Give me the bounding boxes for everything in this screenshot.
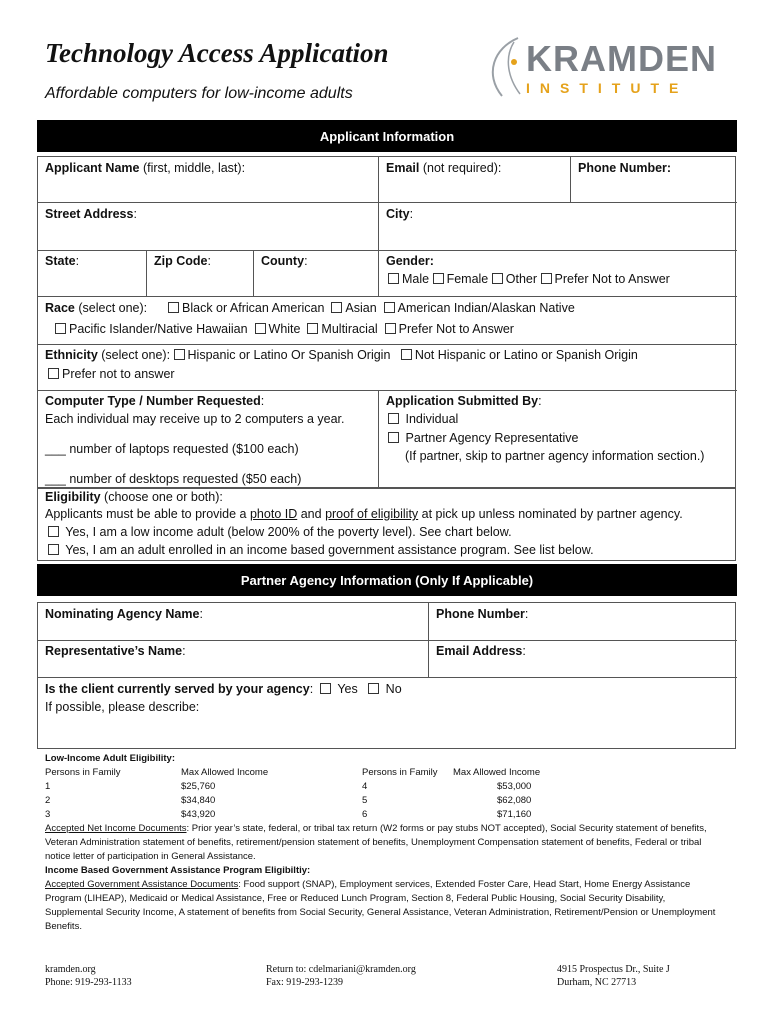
checkbox-icon bbox=[307, 323, 318, 334]
income-col-max-right: Max Allowed Income bbox=[453, 767, 541, 778]
client-served-label: Is the client currently served by your agency bbox=[45, 682, 310, 696]
zip-label: Zip Code bbox=[154, 254, 208, 268]
applicant-name-label: Applicant Name bbox=[45, 161, 140, 175]
state-label: State bbox=[45, 254, 76, 268]
served-option-yes[interactable]: Yes bbox=[320, 682, 358, 696]
checkbox-icon bbox=[401, 349, 412, 360]
income-persons-3: 3 bbox=[45, 809, 51, 820]
checkbox-icon bbox=[320, 683, 331, 694]
income-max-4: $53,000 bbox=[497, 781, 532, 792]
representative-name-label: Representative’s Name bbox=[45, 644, 183, 658]
ethnicity-option-hispanic[interactable]: Hispanic or Latino Or Spanish Origin bbox=[174, 348, 391, 362]
income-persons-5: 5 bbox=[362, 795, 368, 806]
logo-tagline: INSTITUTE bbox=[526, 80, 689, 96]
eligibility-option-assistance[interactable]: Yes, I am an adult enrolled in an income based government assistance program. See list below. bbox=[48, 543, 594, 557]
eligibility-heading bbox=[45, 490, 223, 504]
checkbox-icon bbox=[48, 368, 59, 379]
divider bbox=[37, 250, 737, 251]
divider bbox=[570, 156, 571, 202]
street-address-label: Street Address bbox=[45, 207, 134, 221]
agency-email-field[interactable]: Email Address: bbox=[436, 644, 526, 658]
footer-return bbox=[266, 963, 416, 989]
race-hint: (select one): bbox=[74, 301, 148, 315]
checkbox-icon bbox=[541, 273, 552, 284]
footer-return-email: Return to: cdelmariani@kramden.org bbox=[266, 964, 416, 975]
footer-contact bbox=[45, 963, 132, 989]
county-label: County bbox=[261, 254, 305, 268]
applicant-section-bar: Applicant Information bbox=[37, 120, 737, 152]
logo-wordmark: KRAMDEN bbox=[526, 38, 717, 79]
footer-website: kramden.org bbox=[45, 964, 96, 975]
eligibility-hint: (choose one or both): bbox=[100, 490, 223, 504]
race-option-multiracial[interactable]: Multiracial bbox=[307, 322, 377, 336]
agency-phone-field[interactable]: Phone Number: bbox=[436, 607, 529, 621]
submitted-by-label: Application Submitted By bbox=[386, 394, 539, 408]
race-option-white[interactable]: White bbox=[255, 322, 301, 336]
desktops-requested-field[interactable]: ___ number of desktops requested ($50 each) bbox=[45, 472, 302, 486]
income-col-persons-right: Persons in Family bbox=[362, 767, 438, 778]
client-served-row: Is the client currently served by your agency: Yes No bbox=[45, 682, 402, 696]
gender-option-other[interactable]: Other bbox=[492, 272, 537, 286]
income-col-persons-left: Persons in Family bbox=[45, 767, 121, 778]
street-address-field[interactable]: Street Address: bbox=[45, 207, 137, 221]
income-heading: Low-Income Adult Eligibility: bbox=[45, 753, 176, 764]
ethnicity-option-prefer-not[interactable]: Prefer not to answer bbox=[48, 367, 175, 381]
agency-email-label: Email Address bbox=[436, 644, 523, 658]
gender-option-female[interactable]: Female bbox=[433, 272, 489, 286]
checkbox-icon bbox=[388, 413, 399, 424]
gov-assistance-heading: Income Based Government Assistance Program Eligibiltiy: bbox=[45, 865, 311, 876]
income-persons-1: 1 bbox=[45, 781, 51, 792]
state-field[interactable]: State: bbox=[45, 254, 80, 268]
income-max-1: $25,760 bbox=[181, 781, 216, 792]
checkbox-icon bbox=[388, 432, 399, 443]
ethnicity-option-not-hispanic[interactable]: Not Hispanic or Latino or Spanish Origin bbox=[401, 348, 638, 362]
submitted-by-label-row: Application Submitted By: bbox=[386, 394, 542, 408]
agency-name-label: Nominating Agency Name bbox=[45, 607, 200, 621]
gender-option-prefer-not[interactable]: Prefer Not to Answer bbox=[541, 272, 670, 286]
gender-option-male[interactable]: Male bbox=[388, 272, 429, 286]
computer-type-label-row: Computer Type / Number Requested: bbox=[45, 394, 265, 408]
computer-type-label: Computer Type / Number Requested bbox=[45, 394, 261, 408]
race-options-row-2 bbox=[55, 322, 514, 336]
income-max-3: $43,920 bbox=[181, 809, 216, 820]
divider bbox=[428, 602, 429, 677]
footer-address bbox=[557, 963, 670, 989]
city-field[interactable]: City: bbox=[386, 207, 414, 221]
checkbox-icon bbox=[331, 302, 342, 313]
income-persons-6: 6 bbox=[362, 809, 368, 820]
footer-phone: Phone: 919-293-1133 bbox=[45, 977, 132, 988]
email-field[interactable] bbox=[386, 161, 501, 175]
race-option-prefer-not[interactable]: Prefer Not to Answer bbox=[385, 322, 514, 336]
email-label: Email bbox=[386, 161, 420, 175]
income-max-2: $34,840 bbox=[181, 795, 216, 806]
checkbox-icon bbox=[255, 323, 266, 334]
computer-limit-text: Each individual may receive up to 2 computers a year. bbox=[45, 412, 345, 426]
divider bbox=[253, 250, 254, 296]
representative-name-field[interactable]: Representative’s Name: bbox=[45, 644, 186, 658]
gender-options bbox=[388, 272, 670, 286]
photo-id-text: photo ID bbox=[249, 507, 298, 521]
county-field[interactable]: County: bbox=[261, 254, 308, 268]
income-max-6: $71,160 bbox=[497, 809, 532, 820]
checkbox-icon bbox=[174, 349, 185, 360]
checkbox-icon bbox=[433, 273, 444, 284]
eligibility-requirement: Applicants must be able to provide a photo ID and proof of eligibility at pick up unless nominated by partner agency. bbox=[45, 507, 683, 521]
checkbox-icon bbox=[385, 323, 396, 334]
race-field bbox=[45, 301, 575, 315]
agency-name-field[interactable]: Nominating Agency Name: bbox=[45, 607, 203, 621]
checkbox-icon bbox=[388, 273, 399, 284]
submitted-note: (If partner, skip to partner agency information section.) bbox=[405, 449, 705, 463]
phone-field[interactable]: Phone Number: bbox=[578, 161, 672, 175]
divider bbox=[37, 640, 737, 641]
income-persons-2: 2 bbox=[45, 795, 51, 806]
race-option-pacific-islander[interactable]: Pacific Islander/Native Hawaiian bbox=[55, 322, 248, 336]
page-subtitle: Affordable computers for low-income adults bbox=[45, 85, 353, 102]
checkbox-icon bbox=[48, 526, 59, 537]
footer-fax: Fax: 919-293-1239 bbox=[266, 977, 343, 988]
logo-swoosh-icon bbox=[474, 34, 534, 102]
describe-field[interactable]: If possible, please describe: bbox=[45, 700, 200, 714]
income-persons-4: 4 bbox=[362, 781, 368, 792]
accepted-income-documents-label: Accepted Net Income Documents bbox=[45, 823, 187, 834]
submitted-option-individual[interactable]: Individual bbox=[388, 412, 458, 426]
divider bbox=[146, 250, 147, 296]
page-title: Technology Access Application bbox=[45, 38, 389, 68]
footer-address-line-2: Durham, NC 27713 bbox=[557, 977, 637, 988]
checkbox-icon bbox=[368, 683, 379, 694]
divider bbox=[37, 202, 737, 203]
checkbox-icon bbox=[168, 302, 179, 313]
checkbox-icon bbox=[55, 323, 66, 334]
checkbox-icon bbox=[384, 302, 395, 313]
checkbox-icon bbox=[48, 544, 59, 555]
partner-box bbox=[37, 602, 736, 749]
ethnicity-label: Ethnicity bbox=[45, 348, 98, 362]
kramden-logo bbox=[474, 34, 724, 102]
ethnicity-hint: (select one): bbox=[97, 348, 174, 362]
accepted-gov-documents: Accepted Government Assistance Documents: Food support (SNAP), Employment services, Extended Foster Care, Head Start, Home Energy Assistance Program (LIHEAP), Medicaid or Medical Assistance, Free or Reduced Lunch Program, Section 8, Federal Public Housing, Social Security Disability, Supplemental Security Income, A statement of benefits from Social Security, General Assistance, Veteran Administration, Retirement/Pension or Unemployment Benefits. bbox=[45, 879, 716, 932]
city-label: City bbox=[386, 207, 410, 221]
footer-address-line-1: 4915 Prospectus Dr., Suite J bbox=[557, 964, 670, 975]
race-option-asian[interactable]: Asian bbox=[331, 301, 376, 315]
accepted-gov-documents-label: Accepted Government Assistance Documents bbox=[45, 879, 239, 890]
race-option-american-indian[interactable]: American Indian/Alaskan Native bbox=[384, 301, 575, 315]
income-max-5: $62,080 bbox=[497, 795, 532, 806]
accepted-income-documents: Accepted Net Income Documents: Prior year’s state, federal, or tribal tax return (W2 forms or pay stubs NOT accepted), Social Security statement of benefits, Veteran Administration statement of benefits, retirement/pension statement of benefits, Unemployment Compensation statement of benefits, Federal or tribal notice letter of participation in General Assistance. bbox=[45, 823, 707, 862]
divider bbox=[378, 390, 379, 488]
ethnicity-field bbox=[45, 348, 638, 362]
zip-field[interactable]: Zip Code: bbox=[154, 254, 211, 268]
divider bbox=[37, 296, 737, 297]
divider bbox=[37, 390, 737, 391]
partner-section-bar: Partner Agency Information (Only If Applicable) bbox=[37, 564, 737, 596]
applicant-name-hint: (first, middle, last): bbox=[139, 161, 246, 175]
divider bbox=[378, 156, 379, 296]
served-option-no[interactable]: No bbox=[368, 682, 401, 696]
race-label: Race bbox=[45, 301, 75, 315]
laptops-requested-field[interactable]: ___ number of laptops requested ($100 each) bbox=[45, 442, 299, 456]
proof-of-eligibility-text: proof of eligibility bbox=[325, 507, 419, 521]
applicant-name-field[interactable] bbox=[45, 161, 245, 175]
email-hint: (not required): bbox=[419, 161, 502, 175]
gender-label: Gender: bbox=[386, 254, 434, 268]
race-option-black[interactable]: Black or African American bbox=[168, 301, 324, 315]
divider bbox=[37, 677, 737, 678]
eligibility-label: Eligibility bbox=[45, 490, 101, 504]
income-col-max-left: Max Allowed Income bbox=[181, 767, 269, 778]
checkbox-icon bbox=[492, 273, 503, 284]
agency-phone-label: Phone Number bbox=[436, 607, 525, 621]
submitted-option-partner[interactable]: Partner Agency Representative bbox=[388, 431, 579, 445]
divider bbox=[37, 344, 737, 345]
eligibility-option-low-income[interactable]: Yes, I am a low income adult (below 200% of the poverty level). See chart below. bbox=[48, 525, 512, 539]
